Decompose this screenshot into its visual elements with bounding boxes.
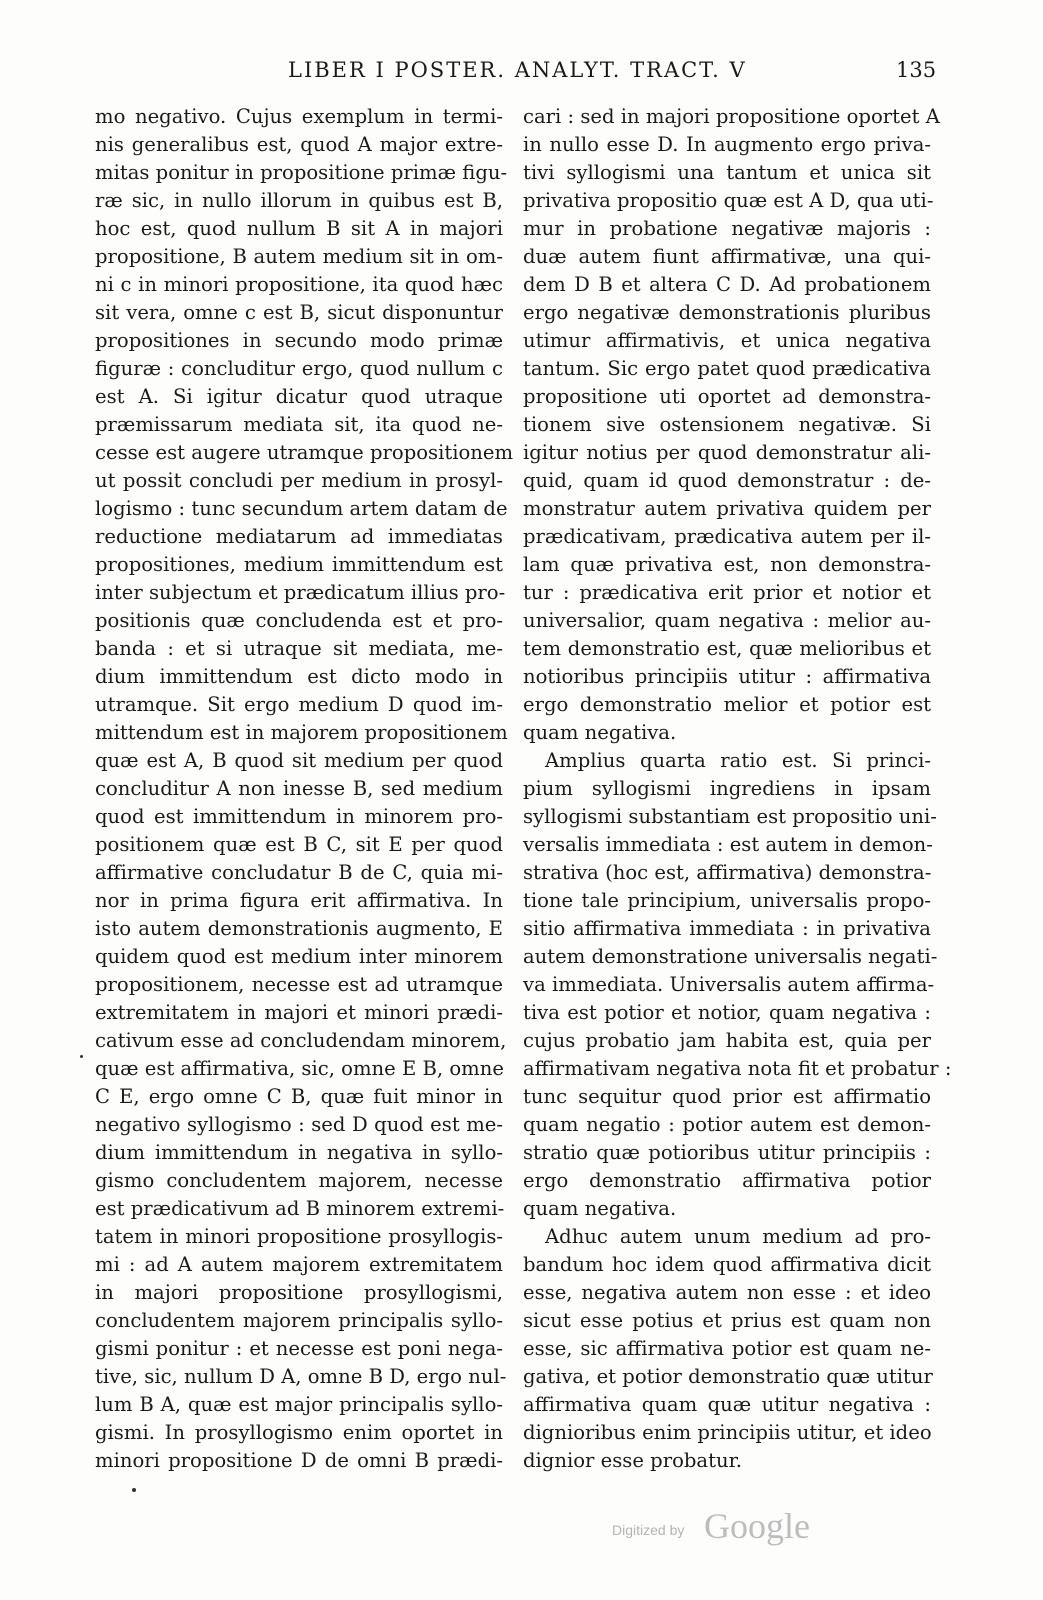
text-line: utramque. Sit ergo medium D quod im- bbox=[95, 693, 503, 716]
text-line: positionem quæ est B C, sit E per quod bbox=[95, 833, 503, 856]
page-number: 135 bbox=[896, 58, 937, 82]
text-line: propositione, B autem medium sit in om- bbox=[95, 245, 503, 268]
text-line: nor in prima figura erit affirmativa. In bbox=[95, 889, 503, 912]
text-line: tantum. Sic ergo patet quod prædicativa bbox=[523, 357, 931, 380]
text-line: quam negativa. bbox=[523, 721, 677, 744]
text-line: tur : prædicativa erit prior et notior et bbox=[523, 581, 931, 604]
text-line: est prædicativum ad B minorem extremi- bbox=[95, 1197, 505, 1220]
text-line: ergo negativæ demonstrationis pluribus bbox=[523, 301, 931, 324]
text-line: esse, sic affirmativa potior est quam ne- bbox=[523, 1337, 931, 1360]
text-line: quidem quod est medium inter minorem bbox=[95, 945, 503, 968]
text-line: cari : sed in majori propositione oportet A bbox=[523, 105, 940, 128]
text-line: inter subjectum et prædicatum illius pro- bbox=[95, 581, 506, 604]
text-line: igitur notius per quod demonstratur ali- bbox=[523, 441, 931, 464]
text-line: mo negativo. Cujus exemplum in termi- bbox=[95, 105, 503, 128]
text-line: quod est immittendum in minorem pro- bbox=[95, 805, 503, 828]
text-line: cativum esse ad concludendam minorem, bbox=[95, 1029, 507, 1052]
text-line: va immediata. Universalis autem affirma- bbox=[523, 973, 935, 996]
text-line: C E, ergo omne C B, quæ fuit minor in bbox=[95, 1085, 503, 1108]
text-line: lum B A, quæ est major principalis syllo- bbox=[95, 1393, 503, 1416]
running-header bbox=[0, 58, 1043, 88]
text-line: utimur affirmativis, et unica negativa bbox=[523, 329, 931, 352]
right-text-column bbox=[523, 103, 952, 1475]
text-line: ergo demonstratio melior et potior est bbox=[523, 693, 931, 716]
text-line: in nullo esse D. In augmento ergo priva- bbox=[523, 133, 931, 156]
text-line: banda : et si utraque sit mediata, me- bbox=[95, 637, 503, 660]
text-line: versalis immediata : est autem in demon- bbox=[523, 833, 933, 856]
text-line: minori propositione D de omni B prædi- bbox=[95, 1449, 503, 1472]
text-line: præmissarum mediata sit, ita quod ne- bbox=[95, 413, 503, 436]
text-line: propositione uti oportet ad demonstra- bbox=[523, 385, 931, 408]
text-line: extremitatem in majori et minori prædi- bbox=[95, 1001, 503, 1024]
text-line: tione tale principium, universalis propo- bbox=[523, 889, 931, 912]
text-line: sitio affirmativa immediata : in privativa bbox=[523, 917, 931, 940]
text-line: tive, sic, nullum D A, omne B D, ergo nul- bbox=[95, 1365, 507, 1388]
text-line: tatem in minori propositione prosyllogis- bbox=[95, 1225, 503, 1248]
running-title: LIBER I POSTER. ANALYT. TRACT. V bbox=[288, 58, 747, 82]
text-line: tiva est potior et notior, quam negativa : bbox=[523, 1001, 931, 1024]
text-line: tivi syllogismi una tantum et unica sit bbox=[523, 161, 931, 184]
text-line: pium syllogismi ingrediens in ipsam bbox=[523, 777, 931, 800]
text-line: privativa propositio quæ est A D, qua uti- bbox=[523, 189, 934, 212]
text-line: dem D B et altera C D. Ad probationem bbox=[523, 273, 931, 296]
text-line: Amplius quarta ratio est. Si princi- bbox=[545, 749, 931, 772]
text-line: gismi. In prosyllogismo enim oportet in bbox=[95, 1421, 503, 1444]
text-line: reductione mediatarum ad immediatas bbox=[95, 525, 503, 548]
text-line: affirmativa quam quæ utitur negativa : bbox=[523, 1393, 931, 1416]
text-line: hoc est, quod nullum B sit A in majori bbox=[95, 217, 503, 240]
text-line: gismi ponitur : et necesse est poni nega- bbox=[95, 1337, 503, 1360]
text-line: esse, negativa autem non esse : et ideo bbox=[523, 1281, 931, 1304]
text-line: propositiones in secundo modo primæ bbox=[95, 329, 503, 352]
text-line: mitas ponitur in propositione primæ figu- bbox=[95, 161, 508, 184]
text-line: quid, quam id quod demonstratur : de- bbox=[523, 469, 931, 492]
text-line: in majori propositione prosyllogismi, bbox=[95, 1281, 503, 1304]
text-line: dium immittendum in negativa in syllo- bbox=[95, 1141, 503, 1164]
text-line: mi : ad A autem majorem extremitatem bbox=[95, 1253, 503, 1276]
text-line: bandum hoc idem quod affirmativa dicit bbox=[523, 1253, 931, 1276]
text-line: gismo concludentem majorem, necesse bbox=[95, 1169, 503, 1192]
text-line: quæ est affirmativa, sic, omne E B, omne bbox=[95, 1057, 504, 1080]
text-line: affirmativam negativa nota fit et probatur : bbox=[523, 1057, 952, 1080]
text-line: quam negatio : potior autem est demon- bbox=[523, 1113, 931, 1136]
text-line: concluditur A non inesse B, sed medium bbox=[95, 777, 503, 800]
text-line: cesse est augere utramque propositionem bbox=[95, 441, 514, 464]
text-line: Adhuc autem unum medium ad pro- bbox=[545, 1225, 931, 1248]
text-line: monstratur autem privativa quidem per bbox=[523, 497, 931, 520]
text-line: dium immittendum est dicto modo in bbox=[95, 665, 503, 688]
text-line: ræ sic, in nullo illorum in quibus est B, bbox=[95, 189, 503, 212]
text-line: ut possit concludi per medium in prosyl- bbox=[95, 469, 503, 492]
text-line: duæ autem fiunt affirmativæ, una qui- bbox=[523, 245, 931, 268]
text-line: stratio quæ potioribus utitur principiis : bbox=[523, 1141, 931, 1164]
text-line: autem demonstratione universalis negati- bbox=[523, 945, 938, 968]
stray-mark bbox=[80, 1055, 83, 1058]
text-line: lam quæ privativa est, non demonstra- bbox=[523, 553, 931, 576]
text-line: nis generalibus est, quod A major extre- bbox=[95, 133, 503, 156]
text-line: syllogismi substantiam est propositio uni- bbox=[523, 805, 937, 828]
text-line: propositionem, necesse est ad utramque bbox=[95, 973, 503, 996]
text-line: est A. Si igitur dicatur quod utraque bbox=[95, 385, 503, 408]
text-line: ergo demonstratio affirmativa potior bbox=[523, 1169, 931, 1192]
google-logo: Google bbox=[704, 1506, 810, 1546]
text-line: notioribus principiis utitur : affirmativa bbox=[523, 665, 931, 688]
text-line: ni c in minori propositione, ita quod hæc bbox=[95, 273, 503, 296]
text-line: affirmative concludatur B de C, quia mi- bbox=[95, 861, 503, 884]
text-line: sicut esse potius et prius est quam non bbox=[523, 1309, 931, 1332]
text-line: prædicativam, prædicativa autem per il- bbox=[523, 525, 931, 548]
stray-mark bbox=[132, 1488, 136, 1492]
text-line: gativa, et potior demonstratio quæ utitur bbox=[523, 1365, 933, 1388]
text-line: dignior esse probatur. bbox=[523, 1449, 743, 1472]
text-line: propositiones, medium immittendum est bbox=[95, 553, 503, 576]
text-line: concludentem majorem principalis syllo- bbox=[95, 1309, 503, 1332]
text-line: logismo : tunc secundum artem datam de bbox=[95, 497, 508, 520]
text-line: universalior, quam negativa : melior au- bbox=[523, 609, 931, 632]
text-line: tionem sive ostensionem negativæ. Si bbox=[523, 413, 931, 436]
text-line: quam negativa. bbox=[523, 1197, 677, 1220]
text-line: cujus probatio jam habita est, quia per bbox=[523, 1029, 931, 1052]
text-line: strativa (hoc est, affirmativa) demonstra- bbox=[523, 861, 932, 884]
text-line: isto autem demonstrationis augmento, E bbox=[95, 917, 503, 940]
text-line: tunc sequitur quod prior est affirmatio bbox=[523, 1085, 931, 1108]
text-line: quæ est A, B quod sit medium per quod bbox=[95, 749, 503, 772]
text-line: mittendum est in majorem propositionem bbox=[95, 721, 508, 744]
digitized-by-text: Digitized by bbox=[612, 1522, 685, 1538]
left-text-column bbox=[95, 103, 514, 1475]
text-line: sit vera, omne c est B, sicut disponuntur bbox=[95, 301, 503, 324]
text-line: mur in probatione negativæ majoris : bbox=[523, 217, 931, 240]
text-line: positionis quæ concludenda est et pro- bbox=[95, 609, 503, 632]
text-line: tem demonstratio est, quæ melioribus et bbox=[523, 637, 931, 660]
text-line: figuræ : concluditur ergo, quod nullum c bbox=[95, 357, 503, 380]
text-line: dignioribus enim principiis utitur, et ideo bbox=[523, 1421, 932, 1444]
text-line: negativo syllogismo : sed D quod est me- bbox=[95, 1113, 503, 1136]
